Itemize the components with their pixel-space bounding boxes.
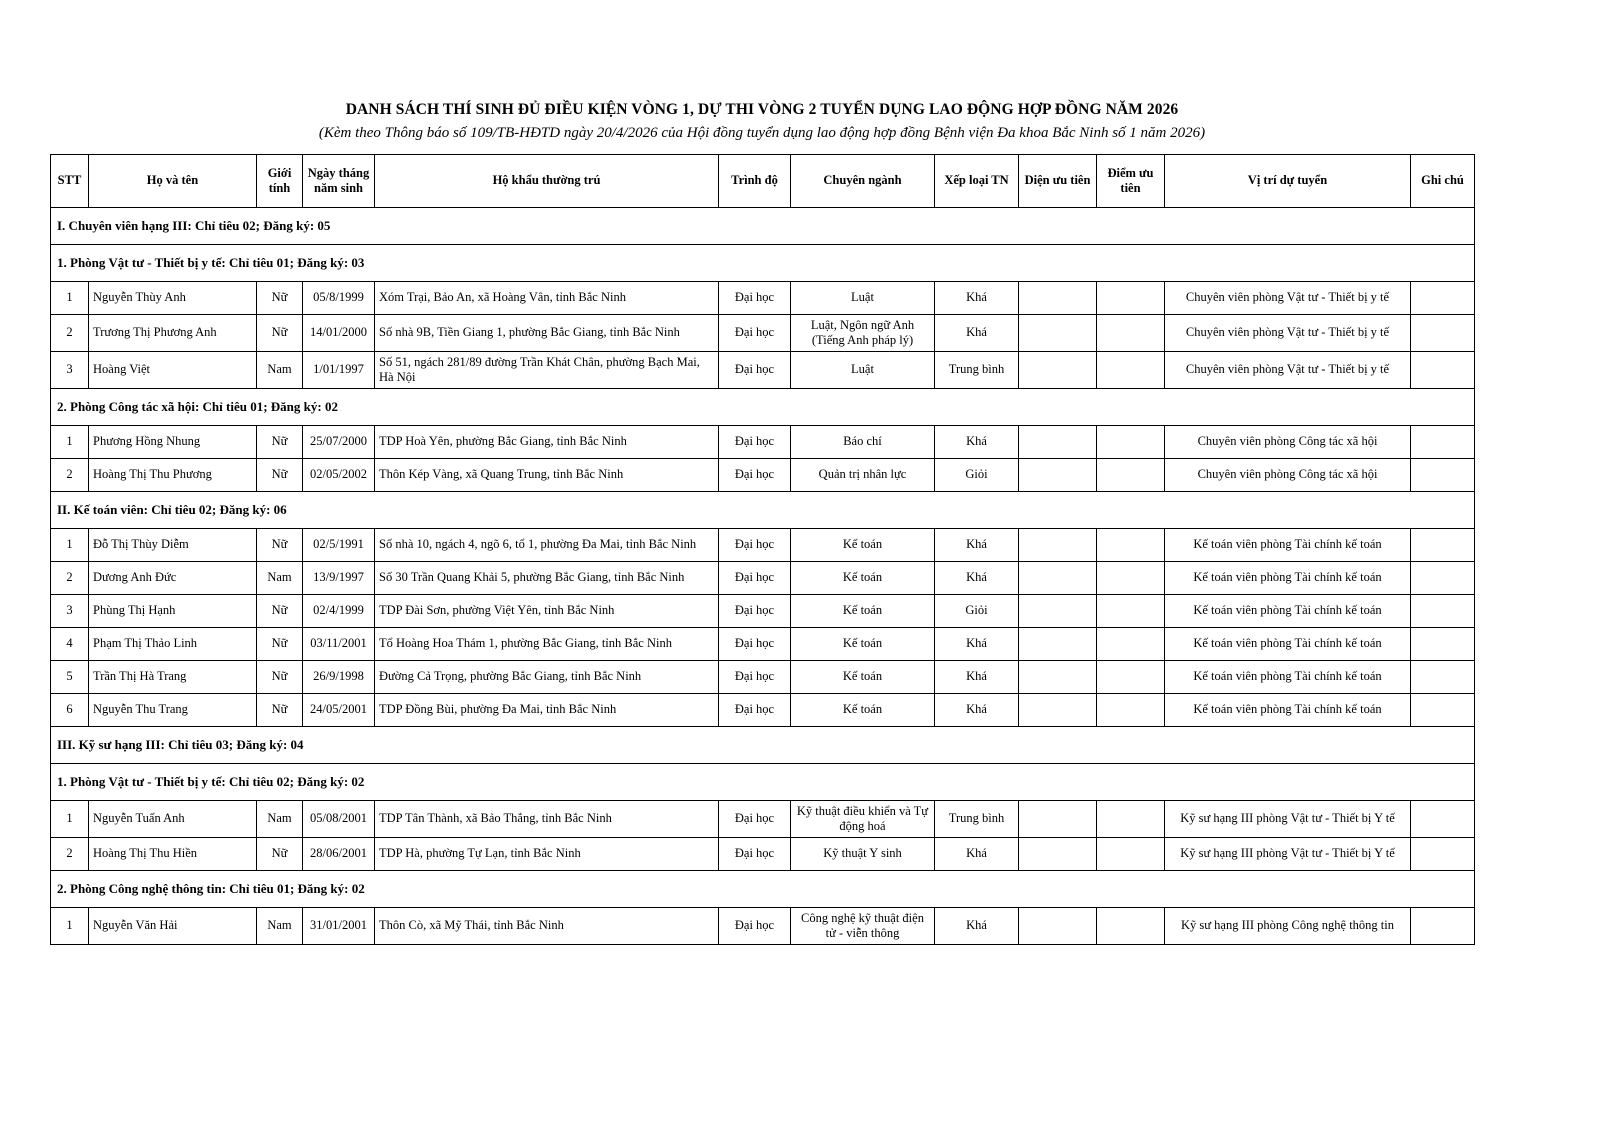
cell-major: Kế toán (791, 528, 935, 561)
cell-priority-points (1097, 458, 1165, 491)
col-priority-category: Diện ưu tiên (1019, 154, 1097, 207)
cell-dob: 13/9/1997 (303, 561, 375, 594)
cell-stt: 1 (51, 528, 89, 561)
table-row (51, 561, 1475, 594)
cell-major: Kế toán (791, 594, 935, 627)
subsection-heading-row (51, 763, 1475, 800)
cell-position: Kỹ sư hạng III phòng Vật tư - Thiết bị Y tế (1165, 800, 1411, 837)
cell-note (1411, 458, 1475, 491)
cell-address: TDP Hà, phường Tự Lạn, tỉnh Bắc Ninh (375, 837, 719, 870)
cell-level: Đại học (719, 314, 791, 351)
cell-note (1411, 425, 1475, 458)
cell-priority-category (1019, 627, 1097, 660)
cell-position: Chuyên viên phòng Vật tư - Thiết bị y tế (1165, 314, 1411, 351)
table-row (51, 314, 1475, 351)
table-row (51, 528, 1475, 561)
table-row (51, 627, 1475, 660)
cell-level: Đại học (719, 561, 791, 594)
cell-sex: Nữ (257, 627, 303, 660)
cell-sex: Nữ (257, 458, 303, 491)
cell-priority-points (1097, 837, 1165, 870)
cell-stt: 3 (51, 594, 89, 627)
cell-name: Phạm Thị Thảo Linh (89, 627, 257, 660)
cell-priority-category (1019, 660, 1097, 693)
cell-address: Thôn Cò, xã Mỹ Thái, tỉnh Bắc Ninh (375, 907, 719, 944)
cell-address: Số nhà 9B, Tiền Giang 1, phường Bắc Giang, tỉnh Bắc Ninh (375, 314, 719, 351)
cell-priority-points (1097, 561, 1165, 594)
subsection-heading-row (51, 244, 1475, 281)
cell-priority-category (1019, 425, 1097, 458)
cell-level: Đại học (719, 907, 791, 944)
page-title: DANH SÁCH THÍ SINH ĐỦ ĐIỀU KIỆN VÒNG 1, DỰ THI VÒNG 2 TUYỂN DỤNG LAO ĐỘNG HỢP ĐỒNG NĂM 2026 (345, 101, 1179, 118)
group-label: 1. Phòng Vật tư - Thiết bị y tế: Chỉ tiêu 02; Đăng ký: 02 (51, 763, 1475, 800)
cell-level: Đại học (719, 351, 791, 388)
cell-sex: Nam (257, 561, 303, 594)
cell-stt: 1 (51, 425, 89, 458)
cell-dob: 05/08/2001 (303, 800, 375, 837)
cell-stt: 3 (51, 351, 89, 388)
cell-priority-points (1097, 907, 1165, 944)
candidates-table (50, 154, 1475, 945)
cell-level: Đại học (719, 458, 791, 491)
cell-address: Thôn Kép Vàng, xã Quang Trung, tỉnh Bắc Ninh (375, 458, 719, 491)
cell-stt: 2 (51, 837, 89, 870)
table-row (51, 693, 1475, 726)
cell-priority-category (1019, 693, 1097, 726)
cell-address: TDP Hoà Yên, phường Bắc Giang, tỉnh Bắc Ninh (375, 425, 719, 458)
cell-name: Phùng Thị Hạnh (89, 594, 257, 627)
cell-major: Kỹ thuật điều khiển và Tự động hoá (791, 800, 935, 837)
cell-major: Luật (791, 351, 935, 388)
cell-sex: Nữ (257, 425, 303, 458)
cell-priority-category (1019, 351, 1097, 388)
cell-position: Chuyên viên phòng Vật tư - Thiết bị y tế (1165, 281, 1411, 314)
cell-level: Đại học (719, 594, 791, 627)
cell-sex: Nam (257, 351, 303, 388)
cell-sex: Nữ (257, 528, 303, 561)
cell-grade: Khá (935, 561, 1019, 594)
cell-major: Kế toán (791, 693, 935, 726)
col-sex: Giới tính (257, 154, 303, 207)
table-header (51, 154, 1475, 207)
cell-name: Hoàng Thị Thu Hiền (89, 837, 257, 870)
cell-grade: Khá (935, 907, 1019, 944)
col-note: Ghi chú (1411, 154, 1475, 207)
cell-sex: Nữ (257, 281, 303, 314)
group-label: 1. Phòng Vật tư - Thiết bị y tế: Chỉ tiêu 01; Đăng ký: 03 (51, 244, 1475, 281)
cell-position: Kế toán viên phòng Tài chính kế toán (1165, 660, 1411, 693)
cell-stt: 4 (51, 627, 89, 660)
cell-name: Nguyễn Thu Trang (89, 693, 257, 726)
cell-note (1411, 594, 1475, 627)
cell-sex: Nữ (257, 693, 303, 726)
page-subtitle: (Kèm theo Thông báo số 109/TB-HĐTD ngày 20/4/2026 của Hội đồng tuyển dụng lao động hợp đồng Bệnh viện Đa khoa Bắc Ninh số 1 năm 2026) (318, 124, 1206, 141)
cell-dob: 1/01/1997 (303, 351, 375, 388)
group-label: I. Chuyên viên hạng III: Chỉ tiêu 02; Đăng ký: 05 (51, 207, 1475, 244)
table-header-row (51, 154, 1475, 207)
cell-dob: 14/01/2000 (303, 314, 375, 351)
cell-name: Đỗ Thị Thùy Diễm (89, 528, 257, 561)
cell-level: Đại học (719, 693, 791, 726)
cell-name: Phương Hồng Nhung (89, 425, 257, 458)
table-row (51, 281, 1475, 314)
cell-address: TDP Tân Thành, xã Bảo Thắng, tỉnh Bắc Ninh (375, 800, 719, 837)
cell-note (1411, 660, 1475, 693)
cell-priority-points (1097, 528, 1165, 561)
cell-level: Đại học (719, 800, 791, 837)
cell-level: Đại học (719, 837, 791, 870)
table-row (51, 907, 1475, 944)
cell-note (1411, 627, 1475, 660)
cell-name: Nguyễn Tuấn Anh (89, 800, 257, 837)
table-row (51, 594, 1475, 627)
cell-grade: Giỏi (935, 458, 1019, 491)
cell-note (1411, 281, 1475, 314)
cell-address: Số 30 Trần Quang Khải 5, phường Bắc Giang, tỉnh Bắc Ninh (375, 561, 719, 594)
cell-dob: 24/05/2001 (303, 693, 375, 726)
col-level: Trình độ (719, 154, 791, 207)
cell-priority-category (1019, 561, 1097, 594)
cell-position: Chuyên viên phòng Vật tư - Thiết bị y tế (1165, 351, 1411, 388)
col-position: Vị trí dự tuyển (1165, 154, 1411, 207)
cell-note (1411, 693, 1475, 726)
cell-stt: 1 (51, 281, 89, 314)
cell-address: Số nhà 10, ngách 4, ngõ 6, tổ 1, phường Đa Mai, tỉnh Bắc Ninh (375, 528, 719, 561)
cell-priority-category (1019, 458, 1097, 491)
table-row (51, 660, 1475, 693)
cell-sex: Nữ (257, 837, 303, 870)
cell-major: Quản trị nhân lực (791, 458, 935, 491)
cell-level: Đại học (719, 660, 791, 693)
cell-priority-category (1019, 907, 1097, 944)
cell-sex: Nữ (257, 314, 303, 351)
cell-stt: 5 (51, 660, 89, 693)
cell-priority-points (1097, 351, 1165, 388)
group-label: 2. Phòng Công tác xã hội: Chỉ tiêu 01; Đăng ký: 02 (51, 388, 1475, 425)
cell-dob: 05/8/1999 (303, 281, 375, 314)
cell-position: Kế toán viên phòng Tài chính kế toán (1165, 693, 1411, 726)
cell-major: Báo chí (791, 425, 935, 458)
cell-sex: Nữ (257, 594, 303, 627)
cell-dob: 02/5/1991 (303, 528, 375, 561)
cell-grade: Khá (935, 528, 1019, 561)
cell-name: Nguyễn Văn Hải (89, 907, 257, 944)
table-row (51, 425, 1475, 458)
cell-major: Công nghệ kỹ thuật điện tử - viễn thông (791, 907, 935, 944)
cell-position: Kế toán viên phòng Tài chính kế toán (1165, 561, 1411, 594)
cell-priority-points (1097, 314, 1165, 351)
cell-dob: 02/4/1999 (303, 594, 375, 627)
cell-priority-category (1019, 528, 1097, 561)
cell-position: Kỹ sư hạng III phòng Công nghệ thông tin (1165, 907, 1411, 944)
group-label: II. Kế toán viên: Chỉ tiêu 02; Đăng ký: 06 (51, 491, 1475, 528)
cell-position: Kế toán viên phòng Tài chính kế toán (1165, 594, 1411, 627)
table-body (51, 207, 1475, 944)
subsection-heading-row (51, 870, 1475, 907)
cell-stt: 2 (51, 458, 89, 491)
cell-address: Xóm Trại, Bảo An, xã Hoàng Vân, tỉnh Bắc Ninh (375, 281, 719, 314)
cell-priority-points (1097, 425, 1165, 458)
cell-priority-category (1019, 837, 1097, 870)
cell-level: Đại học (719, 281, 791, 314)
cell-dob: 02/05/2002 (303, 458, 375, 491)
cell-priority-category (1019, 314, 1097, 351)
cell-address: TDP Đồng Bùi, phường Đa Mai, tỉnh Bắc Ninh (375, 693, 719, 726)
cell-grade: Khá (935, 837, 1019, 870)
cell-grade: Khá (935, 425, 1019, 458)
section-heading-row (51, 726, 1475, 763)
cell-priority-points (1097, 594, 1165, 627)
cell-sex: Nữ (257, 660, 303, 693)
cell-stt: 1 (51, 800, 89, 837)
cell-dob: 03/11/2001 (303, 627, 375, 660)
cell-address: Tổ Hoàng Hoa Thám 1, phường Bắc Giang, tỉnh Bắc Ninh (375, 627, 719, 660)
col-address: Hộ khẩu thường trú (375, 154, 719, 207)
cell-priority-category (1019, 281, 1097, 314)
cell-dob: 25/07/2000 (303, 425, 375, 458)
cell-position: Kế toán viên phòng Tài chính kế toán (1165, 528, 1411, 561)
cell-position: Kỹ sư hạng III phòng Vật tư - Thiết bị Y tế (1165, 837, 1411, 870)
cell-position: Chuyên viên phòng Công tác xã hội (1165, 458, 1411, 491)
cell-level: Đại học (719, 425, 791, 458)
cell-priority-points (1097, 627, 1165, 660)
cell-level: Đại học (719, 528, 791, 561)
subsection-heading-row (51, 388, 1475, 425)
table-row (51, 458, 1475, 491)
cell-name: Dương Anh Đức (89, 561, 257, 594)
cell-sex: Nam (257, 800, 303, 837)
section-heading-row (51, 491, 1475, 528)
cell-note (1411, 837, 1475, 870)
cell-grade: Khá (935, 281, 1019, 314)
cell-stt: 2 (51, 314, 89, 351)
cell-name: Hoàng Thị Thu Phương (89, 458, 257, 491)
section-heading-row (51, 207, 1475, 244)
col-major: Chuyên ngành (791, 154, 935, 207)
cell-note (1411, 351, 1475, 388)
cell-priority-category (1019, 594, 1097, 627)
cell-major: Kế toán (791, 660, 935, 693)
cell-grade: Giỏi (935, 594, 1019, 627)
cell-note (1411, 907, 1475, 944)
cell-name: Hoàng Việt (89, 351, 257, 388)
cell-major: Luật (791, 281, 935, 314)
cell-priority-points (1097, 660, 1165, 693)
cell-priority-points (1097, 693, 1165, 726)
cell-address: Số 51, ngách 281/89 đường Trần Khát Chân, phường Bạch Mai, Hà Nội (375, 351, 719, 388)
cell-major: Kỹ thuật Y sinh (791, 837, 935, 870)
cell-priority-category (1019, 800, 1097, 837)
cell-grade: Khá (935, 627, 1019, 660)
cell-name: Trần Thị Hà Trang (89, 660, 257, 693)
cell-sex: Nam (257, 907, 303, 944)
cell-address: TDP Đài Sơn, phường Việt Yên, tỉnh Bắc Ninh (375, 594, 719, 627)
cell-grade: Khá (935, 660, 1019, 693)
cell-address: Đường Cả Trọng, phường Bắc Giang, tỉnh Bắc Ninh (375, 660, 719, 693)
cell-dob: 28/06/2001 (303, 837, 375, 870)
cell-note (1411, 561, 1475, 594)
col-name: Họ và tên (89, 154, 257, 207)
cell-name: Trương Thị Phương Anh (89, 314, 257, 351)
cell-major: Kế toán (791, 627, 935, 660)
col-graduation-grade: Xếp loại TN (935, 154, 1019, 207)
col-dob: Ngày tháng năm sinh (303, 154, 375, 207)
table-row (51, 800, 1475, 837)
cell-position: Chuyên viên phòng Công tác xã hội (1165, 425, 1411, 458)
cell-grade: Trung bình (935, 800, 1019, 837)
cell-stt: 1 (51, 907, 89, 944)
cell-stt: 6 (51, 693, 89, 726)
col-stt: STT (51, 154, 89, 207)
cell-note (1411, 800, 1475, 837)
cell-priority-points (1097, 281, 1165, 314)
group-label: III. Kỹ sư hạng III: Chỉ tiêu 03; Đăng ký: 04 (51, 726, 1475, 763)
cell-note (1411, 314, 1475, 351)
group-label: 2. Phòng Công nghệ thông tin: Chỉ tiêu 01; Đăng ký: 02 (51, 870, 1475, 907)
cell-grade: Trung bình (935, 351, 1019, 388)
cell-stt: 2 (51, 561, 89, 594)
cell-dob: 31/01/2001 (303, 907, 375, 944)
cell-major: Kế toán (791, 561, 935, 594)
cell-note (1411, 528, 1475, 561)
cell-position: Kế toán viên phòng Tài chính kế toán (1165, 627, 1411, 660)
cell-level: Đại học (719, 627, 791, 660)
cell-grade: Khá (935, 693, 1019, 726)
cell-priority-points (1097, 800, 1165, 837)
table-row (51, 351, 1475, 388)
cell-grade: Khá (935, 314, 1019, 351)
cell-major: Luật, Ngôn ngữ Anh (Tiếng Anh pháp lý) (791, 314, 935, 351)
cell-name: Nguyễn Thùy Anh (89, 281, 257, 314)
document-body (50, 100, 1474, 945)
cell-dob: 26/9/1998 (303, 660, 375, 693)
col-priority-points: Điểm ưu tiên (1097, 154, 1165, 207)
table-row (51, 837, 1475, 870)
